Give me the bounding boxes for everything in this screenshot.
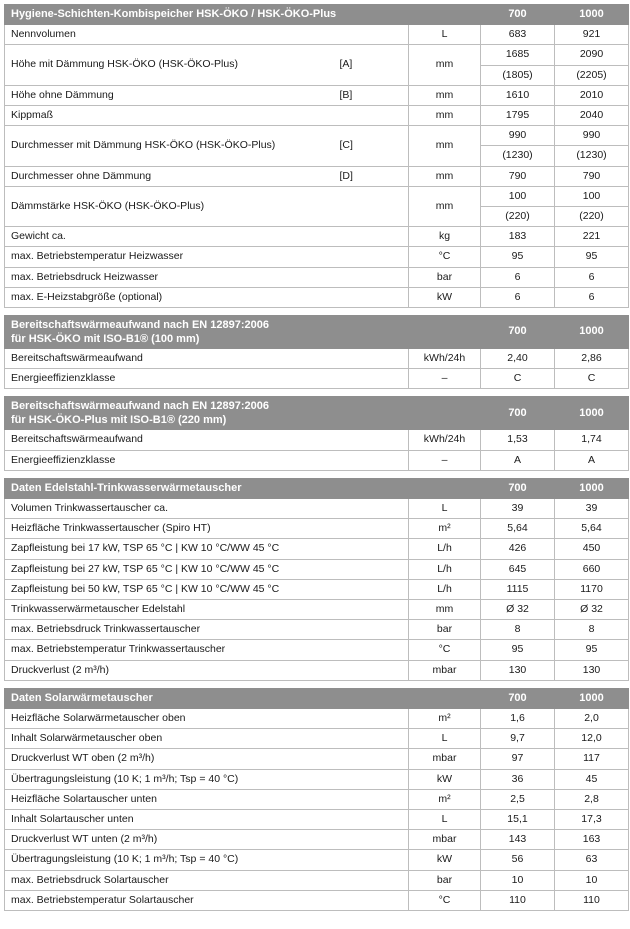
- value-700: 2,40: [481, 348, 555, 368]
- value-700: C: [481, 369, 555, 389]
- row-label: Kippmaß: [5, 105, 340, 125]
- row-reference: [340, 247, 409, 267]
- row-unit: mm: [409, 105, 481, 125]
- row-reference: [340, 890, 409, 910]
- section-header: [5, 688, 629, 708]
- row-unit: L/h: [409, 539, 481, 559]
- row-reference: [340, 25, 409, 45]
- value-1000: 45: [555, 769, 629, 789]
- table-row: [5, 810, 629, 830]
- row-label: Höhe mit Dämmung HSK-ÖKO (HSK-ÖKO-Plus): [5, 45, 340, 85]
- column-header-1000: 1000: [555, 397, 629, 430]
- row-unit: m²: [409, 519, 481, 539]
- row-reference: [340, 620, 409, 640]
- value-1000: 2010: [555, 85, 629, 105]
- row-reference: [340, 105, 409, 125]
- value-700: 6: [481, 287, 555, 307]
- table-row: [5, 267, 629, 287]
- table-row: [5, 85, 629, 105]
- section-title: Daten Solarwärmetauscher: [5, 688, 481, 708]
- row-reference: [340, 599, 409, 619]
- row-unit: mm: [409, 45, 481, 85]
- row-unit: m²: [409, 709, 481, 729]
- value-700: 9,7: [481, 729, 555, 749]
- value-700: 1,6: [481, 709, 555, 729]
- row-label: Durchmesser mit Dämmung HSK-ÖKO (HSK-ÖKO-Plus): [5, 126, 340, 166]
- value-1000: 450: [555, 539, 629, 559]
- value-700: 130: [481, 660, 555, 680]
- row-label: Trinkwasserwärmetauscher Edelstahl: [5, 599, 340, 619]
- value-1000: 110: [555, 890, 629, 910]
- value-1000: 5,64: [555, 519, 629, 539]
- row-reference: [340, 830, 409, 850]
- column-header-700: 700: [481, 478, 555, 498]
- value-1000: 95: [555, 247, 629, 267]
- value-line: 990: [508, 129, 527, 142]
- table-row: [5, 830, 629, 850]
- row-reference: [340, 769, 409, 789]
- table-row: [5, 890, 629, 910]
- row-label: Bereitschaftswärmeaufwand: [5, 348, 340, 368]
- section-title: [5, 397, 481, 430]
- row-unit: bar: [409, 267, 481, 287]
- row-label: Übertragungsleistung (10 K; 1 m³/h; Tsp = 40 °C): [5, 769, 340, 789]
- column-header-1000: 1000: [555, 5, 629, 25]
- value-700: 1795: [481, 105, 555, 125]
- section-title-line: für HSK-ÖKO mit ISO-B1® (100 mm): [11, 332, 200, 345]
- column-header-1000: 1000: [555, 688, 629, 708]
- row-label: Zapfleistung bei 50 kW, TSP 65 °C | KW 10 °C/WW 45 °C: [5, 579, 340, 599]
- row-reference: [340, 539, 409, 559]
- table-row: [5, 25, 629, 45]
- value-700: [481, 45, 555, 85]
- column-header-700: 700: [481, 5, 555, 25]
- value-1000: 221: [555, 227, 629, 247]
- table-row: [5, 749, 629, 769]
- value-1000: 95: [555, 640, 629, 660]
- row-reference: [B]: [340, 85, 409, 105]
- row-reference: [340, 498, 409, 518]
- table-row: [5, 640, 629, 660]
- table-row: [5, 227, 629, 247]
- value-700: 56: [481, 850, 555, 870]
- section-header: [5, 478, 629, 498]
- value-700: 1115: [481, 579, 555, 599]
- row-reference: [340, 870, 409, 890]
- value-1000: 163: [555, 830, 629, 850]
- row-unit: mbar: [409, 830, 481, 850]
- row-unit: kW: [409, 287, 481, 307]
- value-700: 2,5: [481, 789, 555, 809]
- column-header-700: 700: [481, 688, 555, 708]
- value-1000: 660: [555, 559, 629, 579]
- value-1000: 2,0: [555, 709, 629, 729]
- value-700: 15,1: [481, 810, 555, 830]
- row-unit: kWh/24h: [409, 430, 481, 450]
- row-unit: L/h: [409, 559, 481, 579]
- row-label: Bereitschaftswärmeaufwand: [5, 430, 340, 450]
- table-row: [5, 579, 629, 599]
- row-reference: [340, 450, 409, 470]
- table-row: [5, 105, 629, 125]
- table-row: [5, 498, 629, 518]
- row-reference: [340, 789, 409, 809]
- value-700: 95: [481, 640, 555, 660]
- row-unit: kg: [409, 227, 481, 247]
- table-row: [5, 186, 629, 226]
- value-1000: Ø 32: [555, 599, 629, 619]
- value-700: 645: [481, 559, 555, 579]
- row-reference: [340, 729, 409, 749]
- row-label: Zapfleistung bei 17 kW, TSP 65 °C | KW 10 °C/WW 45 °C: [5, 539, 340, 559]
- table-row: [5, 539, 629, 559]
- table-row: [5, 620, 629, 640]
- row-label: Energieeffizienzklasse: [5, 369, 340, 389]
- value-line: 100: [582, 189, 601, 202]
- value-line: (2205): [555, 65, 628, 85]
- table-row: [5, 789, 629, 809]
- value-700: 39: [481, 498, 555, 518]
- value-1000: 130: [555, 660, 629, 680]
- row-label: Dämmstärke HSK-ÖKO (HSK-ÖKO-Plus): [5, 186, 340, 226]
- value-1000: 63: [555, 850, 629, 870]
- row-label: max. Betriebstemperatur Trinkwassertauscher: [5, 640, 340, 660]
- row-label: Heizfläche Solartauscher unten: [5, 789, 340, 809]
- row-reference: [D]: [340, 166, 409, 186]
- value-700: 36: [481, 769, 555, 789]
- column-header-700: 700: [481, 397, 555, 430]
- column-header-1000: 1000: [555, 315, 629, 348]
- value-1000: 6: [555, 287, 629, 307]
- value-700: 1610: [481, 85, 555, 105]
- value-line: (1230): [555, 145, 628, 165]
- table-row: [5, 45, 629, 85]
- section-title: Daten Edelstahl-Trinkwasserwärmetauscher: [5, 478, 481, 498]
- row-reference: [340, 287, 409, 307]
- column-header-700: 700: [481, 315, 555, 348]
- row-label: Übertragungsleistung (10 K; 1 m³/h; Tsp = 40 °C): [5, 850, 340, 870]
- row-label: Nennvolumen: [5, 25, 340, 45]
- value-1000: 1170: [555, 579, 629, 599]
- row-reference: [340, 579, 409, 599]
- row-label: Heizfläche Solarwärmetauscher oben: [5, 709, 340, 729]
- row-unit: –: [409, 450, 481, 470]
- section-title-line: Bereitschaftswärmeaufwand nach EN 12897:2006: [11, 400, 270, 413]
- section-gap: [5, 389, 629, 397]
- row-unit: kWh/24h: [409, 348, 481, 368]
- value-1000: 12,0: [555, 729, 629, 749]
- table-row: [5, 126, 629, 166]
- row-label: Druckverlust (2 m³/h): [5, 660, 340, 680]
- gap-cell: [5, 470, 629, 478]
- value-1000: 6: [555, 267, 629, 287]
- row-unit: L: [409, 25, 481, 45]
- value-700: 790: [481, 166, 555, 186]
- table-row: [5, 369, 629, 389]
- row-unit: mbar: [409, 749, 481, 769]
- table-row: [5, 660, 629, 680]
- row-unit: mbar: [409, 660, 481, 680]
- value-1000: [555, 45, 629, 85]
- table-row: [5, 870, 629, 890]
- row-unit: kW: [409, 769, 481, 789]
- gap-cell: [5, 307, 629, 315]
- table-row: [5, 287, 629, 307]
- row-unit: bar: [409, 620, 481, 640]
- row-unit: bar: [409, 870, 481, 890]
- value-line: 990: [582, 129, 601, 142]
- table-row: [5, 519, 629, 539]
- value-700: 110: [481, 890, 555, 910]
- row-label: Gewicht ca.: [5, 227, 340, 247]
- row-label: Durchmesser ohne Dämmung: [5, 166, 340, 186]
- row-reference: [340, 267, 409, 287]
- section-header: [5, 5, 629, 25]
- value-700: 5,64: [481, 519, 555, 539]
- row-unit: mm: [409, 186, 481, 226]
- row-label: Volumen Trinkwassertauscher ca.: [5, 498, 340, 518]
- value-1000: 790: [555, 166, 629, 186]
- table-row: [5, 450, 629, 470]
- row-reference: [A]: [340, 45, 409, 85]
- value-1000: C: [555, 369, 629, 389]
- table-row: [5, 769, 629, 789]
- value-line: 2090: [579, 48, 604, 61]
- value-700: 8: [481, 620, 555, 640]
- row-reference: [340, 369, 409, 389]
- row-unit: °C: [409, 640, 481, 660]
- value-700: [481, 186, 555, 226]
- gap-cell: [5, 389, 629, 397]
- row-label: Heizfläche Trinkwassertauscher (Spiro HT): [5, 519, 340, 539]
- row-unit: mm: [409, 126, 481, 166]
- row-label: Inhalt Solartauscher unten: [5, 810, 340, 830]
- row-unit: mm: [409, 599, 481, 619]
- table-row: [5, 729, 629, 749]
- row-label: max. Betriebsdruck Heizwasser: [5, 267, 340, 287]
- row-reference: [340, 186, 409, 226]
- row-reference: [340, 749, 409, 769]
- value-line: (220): [555, 206, 628, 226]
- row-reference: [340, 660, 409, 680]
- row-label: Druckverlust WT unten (2 m³/h): [5, 830, 340, 850]
- row-reference: [340, 559, 409, 579]
- value-700: [481, 126, 555, 166]
- row-unit: L: [409, 810, 481, 830]
- value-1000: 39: [555, 498, 629, 518]
- table-row: [5, 850, 629, 870]
- spec-table: [4, 4, 629, 911]
- table-row: [5, 430, 629, 450]
- value-1000: 2,86: [555, 348, 629, 368]
- row-reference: [340, 348, 409, 368]
- value-700: 6: [481, 267, 555, 287]
- column-header-1000: 1000: [555, 478, 629, 498]
- row-reference: [340, 430, 409, 450]
- value-line: 100: [508, 189, 527, 202]
- table-row: [5, 599, 629, 619]
- value-1000: 117: [555, 749, 629, 769]
- value-1000: 10: [555, 870, 629, 890]
- row-unit: °C: [409, 890, 481, 910]
- row-label: max. Betriebstemperatur Heizwasser: [5, 247, 340, 267]
- value-1000: [555, 186, 629, 226]
- row-label: Zapfleistung bei 27 kW, TSP 65 °C | KW 10 °C/WW 45 °C: [5, 559, 340, 579]
- value-700: 10: [481, 870, 555, 890]
- row-unit: L: [409, 498, 481, 518]
- section-header: [5, 315, 629, 348]
- row-label: Höhe ohne Dämmung: [5, 85, 340, 105]
- row-reference: [340, 519, 409, 539]
- value-700: A: [481, 450, 555, 470]
- section-title: Hygiene-Schichten-Kombispeicher HSK-ÖKO / HSK-ÖKO-Plus: [5, 5, 481, 25]
- row-label: max. Betriebsdruck Solartauscher: [5, 870, 340, 890]
- row-label: max. Betriebstemperatur Solartauscher: [5, 890, 340, 910]
- row-unit: L/h: [409, 579, 481, 599]
- table-row: [5, 559, 629, 579]
- row-label: Inhalt Solarwärmetauscher oben: [5, 729, 340, 749]
- section-header: [5, 397, 629, 430]
- row-label: max. E-Heizstabgröße (optional): [5, 287, 340, 307]
- spec-table-body: [5, 5, 629, 911]
- row-unit: kW: [409, 850, 481, 870]
- section-gap: [5, 680, 629, 688]
- table-row: [5, 166, 629, 186]
- row-reference: [340, 640, 409, 660]
- row-reference: [340, 709, 409, 729]
- section-title-line: Bereitschaftswärmeaufwand nach EN 12897:2006: [11, 318, 270, 331]
- value-1000: 1,74: [555, 430, 629, 450]
- row-label: Druckverlust WT oben (2 m³/h): [5, 749, 340, 769]
- row-reference: [340, 850, 409, 870]
- value-line: (1230): [481, 145, 554, 165]
- value-700: 95: [481, 247, 555, 267]
- table-row: [5, 709, 629, 729]
- row-reference: [340, 227, 409, 247]
- value-line: (1805): [481, 65, 554, 85]
- value-700: 426: [481, 539, 555, 559]
- row-reference: [340, 810, 409, 830]
- value-line: 1685: [505, 48, 530, 61]
- row-unit: mm: [409, 166, 481, 186]
- value-1000: 2,8: [555, 789, 629, 809]
- value-700: 183: [481, 227, 555, 247]
- row-unit: m²: [409, 789, 481, 809]
- value-700: 683: [481, 25, 555, 45]
- value-1000: [555, 126, 629, 166]
- section-title: [5, 315, 481, 348]
- section-gap: [5, 470, 629, 478]
- row-unit: –: [409, 369, 481, 389]
- value-1000: 8: [555, 620, 629, 640]
- value-700: 143: [481, 830, 555, 850]
- value-line: (220): [481, 206, 554, 226]
- row-unit: L: [409, 729, 481, 749]
- value-700: Ø 32: [481, 599, 555, 619]
- value-1000: 921: [555, 25, 629, 45]
- spec-sheet: [4, 4, 628, 911]
- value-1000: A: [555, 450, 629, 470]
- value-1000: 17,3: [555, 810, 629, 830]
- table-row: [5, 247, 629, 267]
- section-title-line: für HSK-ÖKO-Plus mit ISO-B1® (220 mm): [11, 414, 227, 427]
- row-reference: [C]: [340, 126, 409, 166]
- table-row: [5, 348, 629, 368]
- value-700: 1,53: [481, 430, 555, 450]
- row-label: Energieeffizienzklasse: [5, 450, 340, 470]
- value-700: 97: [481, 749, 555, 769]
- section-gap: [5, 307, 629, 315]
- value-1000: 2040: [555, 105, 629, 125]
- gap-cell: [5, 680, 629, 688]
- row-unit: mm: [409, 85, 481, 105]
- row-unit: °C: [409, 247, 481, 267]
- row-label: max. Betriebsdruck Trinkwassertauscher: [5, 620, 340, 640]
